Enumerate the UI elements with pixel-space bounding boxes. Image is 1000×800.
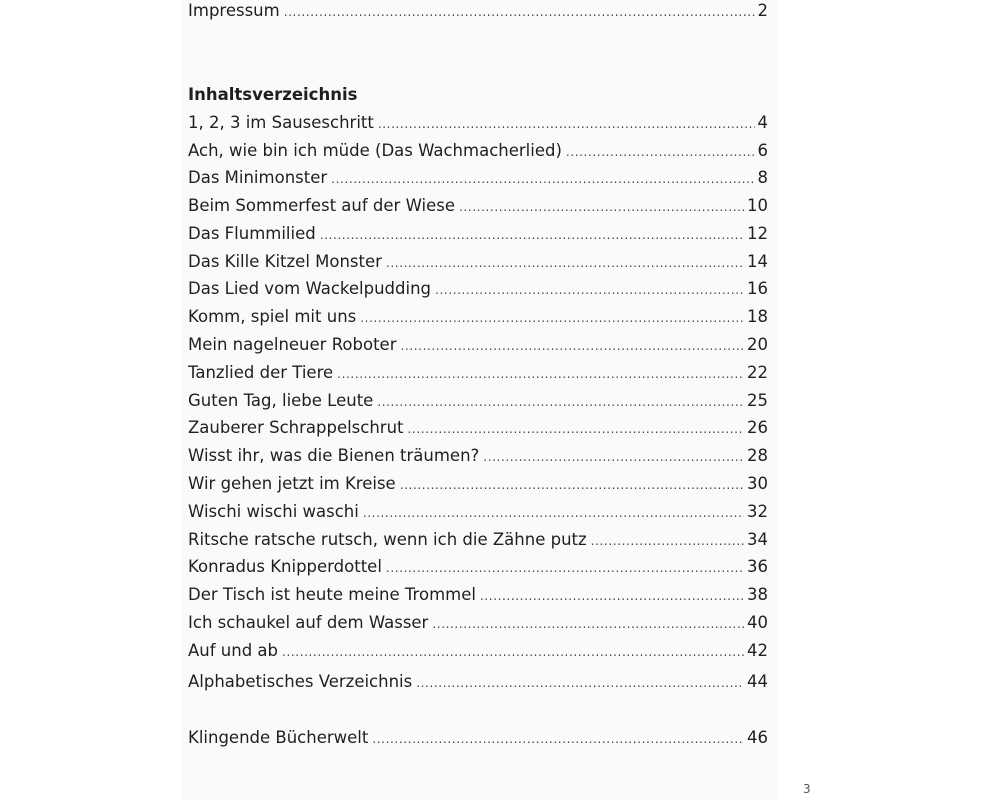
entry-page: 42 — [747, 641, 768, 660]
dot-leader — [363, 500, 744, 526]
toc-entry[interactable] — [188, 193, 768, 219]
dot-leader — [386, 250, 744, 276]
entry-page: 44 — [747, 672, 768, 691]
toc-entry[interactable] — [188, 332, 768, 358]
entry-title: Der Tisch ist heute meine Trommel — [188, 585, 476, 604]
toc-entry[interactable] — [188, 110, 768, 136]
toc-heading: Inhaltsverzeichnis — [188, 85, 358, 104]
toc-entry-klingende-buecherwelt[interactable] — [188, 725, 768, 751]
toc-entry[interactable] — [188, 499, 768, 525]
dot-leader — [483, 444, 744, 470]
dot-leader — [400, 472, 744, 498]
entry-page: 34 — [747, 530, 768, 549]
toc-entry[interactable] — [188, 388, 768, 414]
entry-title: Wir gehen jetzt im Kreise — [188, 474, 396, 493]
toc-entry[interactable] — [188, 276, 768, 302]
entry-page: 20 — [747, 335, 768, 354]
dot-leader — [566, 139, 755, 165]
entry-title: Mein nagelneuer Roboter — [188, 335, 397, 354]
toc-entry[interactable] — [188, 638, 768, 664]
entry-title: Klingende Bücherwelt — [188, 728, 369, 747]
toc-entry[interactable] — [188, 415, 768, 441]
entry-title: Das Lied vom Wackelpudding — [188, 279, 432, 298]
toc-entry[interactable] — [188, 554, 768, 580]
entry-title: Das Minimonster — [188, 168, 328, 187]
entry-page: 2 — [757, 1, 768, 20]
entry-title: Wisst ihr, was die Bienen träumen? — [188, 446, 480, 465]
entry-title: Konradus Knipperdottel — [188, 557, 382, 576]
entry-page: 12 — [747, 224, 768, 243]
entry-title: Ich schaukel auf dem Wasser — [188, 613, 429, 632]
toc-entry[interactable] — [188, 165, 768, 191]
entry-page: 32 — [747, 502, 768, 521]
entry-page: 16 — [747, 279, 768, 298]
entry-title: Das Kille Kitzel Monster — [188, 252, 382, 271]
dot-leader — [408, 416, 744, 442]
toc-entry[interactable] — [188, 443, 768, 469]
entry-title: Guten Tag, liebe Leute — [188, 391, 374, 410]
entry-page: 26 — [747, 418, 768, 437]
entry-page: 40 — [747, 613, 768, 632]
entry-title: Auf und ab — [188, 641, 279, 660]
dot-leader — [591, 528, 744, 554]
entry-title: Zauberer Schrappelschrut — [188, 418, 404, 437]
toc-entry[interactable] — [188, 610, 768, 636]
entry-title: Wischi wischi waschi — [188, 502, 359, 521]
entry-page: 46 — [747, 728, 768, 747]
toc-entry[interactable] — [188, 527, 768, 553]
entry-title: Das Flummilied — [188, 224, 316, 243]
entry-page: 6 — [757, 141, 768, 160]
entry-page: 4 — [757, 113, 768, 132]
entry-title: Impressum — [188, 1, 280, 20]
entry-page: 28 — [747, 446, 768, 465]
entry-title: Ritsche ratsche rutsch, wenn ich die Zähne putz — [188, 530, 587, 549]
toc-entry[interactable] — [188, 138, 768, 164]
entry-page: 8 — [757, 168, 768, 187]
dot-leader — [378, 111, 755, 137]
dot-leader — [331, 166, 754, 192]
entry-page: 22 — [747, 363, 768, 382]
dot-leader — [416, 670, 744, 696]
toc-entry[interactable] — [188, 304, 768, 330]
dot-leader — [320, 222, 744, 248]
entry-title: Alphabetisches Verzeichnis — [188, 672, 413, 691]
dot-leader — [435, 277, 744, 303]
toc-entry-impressum[interactable] — [188, 0, 768, 24]
dot-leader — [284, 0, 755, 25]
dot-leader — [337, 361, 744, 387]
entry-page: 14 — [747, 252, 768, 271]
entry-title: Beim Sommerfest auf der Wiese — [188, 196, 456, 215]
dot-leader — [360, 305, 744, 331]
page-number: 3 — [803, 782, 811, 796]
entry-page: 25 — [747, 391, 768, 410]
toc-entry-alphabetic-index[interactable] — [188, 669, 768, 695]
entry-title: 1, 2, 3 im Sauseschritt — [188, 113, 374, 132]
entry-title: Tanzlied der Tiere — [188, 363, 334, 382]
toc-entry[interactable] — [188, 471, 768, 497]
toc-entry[interactable] — [188, 360, 768, 386]
entry-page: 30 — [747, 474, 768, 493]
toc-entry[interactable] — [188, 221, 768, 247]
entry-title: Komm, spiel mit uns — [188, 307, 357, 326]
dot-leader — [401, 333, 745, 359]
toc-entry[interactable] — [188, 582, 768, 608]
dot-leader — [282, 639, 744, 665]
dot-leader — [432, 611, 744, 637]
entry-page: 10 — [747, 196, 768, 215]
toc-entry[interactable] — [188, 249, 768, 275]
entry-title: Ach, wie bin ich müde (Das Wachmacherlied) — [188, 141, 562, 160]
entry-page: 38 — [747, 585, 768, 604]
dot-leader — [372, 726, 744, 752]
dot-leader — [480, 583, 744, 609]
dot-leader — [377, 389, 744, 415]
dot-leader — [386, 555, 744, 581]
dot-leader — [459, 194, 744, 220]
entry-page: 18 — [747, 307, 768, 326]
entry-page: 36 — [747, 557, 768, 576]
